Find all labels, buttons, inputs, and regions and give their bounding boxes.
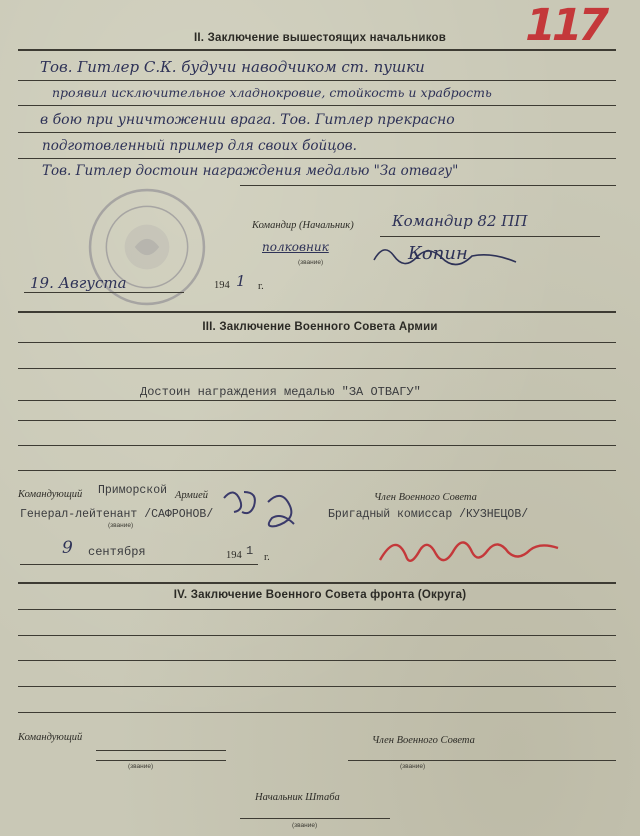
writing-line (20, 564, 258, 565)
divider (18, 49, 616, 51)
writing-line (240, 818, 390, 819)
writing-line (18, 712, 616, 713)
writing-line (18, 609, 616, 610)
writing-line (18, 368, 616, 369)
writing-line (240, 185, 616, 186)
army-commander-typed: Генерал-лейтенант /САФРОНОВ/ (20, 508, 214, 521)
army-date-month: сентября (88, 545, 146, 559)
army-commander-signature (218, 484, 314, 534)
commander-label: Командир (Начальник) (252, 220, 354, 231)
writing-line (18, 80, 616, 81)
section-2-heading: II. Заключение вышестоящих начальников (193, 32, 446, 44)
writing-line (380, 236, 600, 237)
writing-line (18, 105, 616, 106)
writing-line (96, 760, 226, 761)
front-commander-label: Командующий (18, 732, 83, 743)
handwritten-line-3: в бою при уничтожении врага. Тов. Гитлер прекрасно (40, 112, 455, 128)
section-3-heading: III. Заключение Военного Совета Армии (202, 321, 438, 333)
writing-line (348, 760, 616, 761)
army-date-suffix: г. (264, 552, 270, 563)
commander-signature (370, 238, 520, 268)
rank-caption: (звание) (292, 822, 318, 829)
army-date-year-digit: 1 (246, 544, 254, 558)
council-member-typed: Бригадный комиссар /КУЗНЕЦОВ/ (328, 508, 529, 521)
rank-caption: (звание) (298, 259, 324, 266)
writing-line (18, 445, 616, 446)
army-label: Армией (175, 490, 209, 501)
handwritten-line-2: проявил исключительное хладнокровие, стойкость и храбрость (52, 85, 492, 100)
front-council-member-label: Член Военного Совета (372, 735, 475, 746)
army-date-year-prefix: 194 (226, 550, 242, 561)
army-commander-label: Командующий (18, 489, 83, 500)
writing-line (18, 420, 616, 421)
handwritten-line-4: подготовленный пример для своих бойцов. (42, 138, 357, 154)
writing-line (18, 400, 616, 401)
date-year-digit: 1 (236, 272, 246, 290)
divider (18, 582, 616, 584)
date-year-prefix: 194 (214, 280, 230, 291)
rank-caption: (звание) (128, 763, 154, 770)
handwritten-line-5: Тов. Гитлер достоин награждения медалью "За отвагу" (42, 163, 459, 179)
handwritten-line-1: Тов. Гитлер С.К. будучи наводчиком ст. пушки (40, 58, 425, 76)
corner-mark: 117 (519, 0, 611, 51)
council-member-label: Член Военного Совета (374, 492, 477, 503)
rank-handwritten: полковник (262, 240, 329, 254)
divider (18, 311, 616, 313)
writing-line (18, 342, 616, 343)
writing-line (96, 750, 226, 751)
council-member-signature (376, 530, 566, 570)
writing-line (18, 635, 616, 636)
section-4-heading: IV. Заключение Военного Совета фронта (Округа) (173, 589, 467, 601)
staff-chief-label: Начальник Штаба (255, 792, 340, 803)
army-date-day: 9 (62, 538, 73, 558)
army-name-typed: Приморской (98, 484, 168, 497)
date-day-month-handwritten: 19. Августа (30, 274, 127, 292)
typed-conclusion: Достоин награждения медалью "ЗА ОТВАГУ" (140, 385, 421, 399)
commander-handwritten: Командир 82 ПП (392, 212, 528, 230)
writing-line (18, 660, 616, 661)
date-suffix: г. (258, 281, 264, 292)
rank-caption: (звание) (400, 763, 426, 770)
rank-caption: (звание) (108, 522, 134, 529)
writing-line (24, 292, 184, 293)
writing-line (18, 132, 616, 133)
writing-line (18, 686, 616, 687)
writing-line (18, 158, 616, 159)
writing-line (18, 470, 616, 471)
surname-handwritten: Копин (408, 243, 468, 264)
